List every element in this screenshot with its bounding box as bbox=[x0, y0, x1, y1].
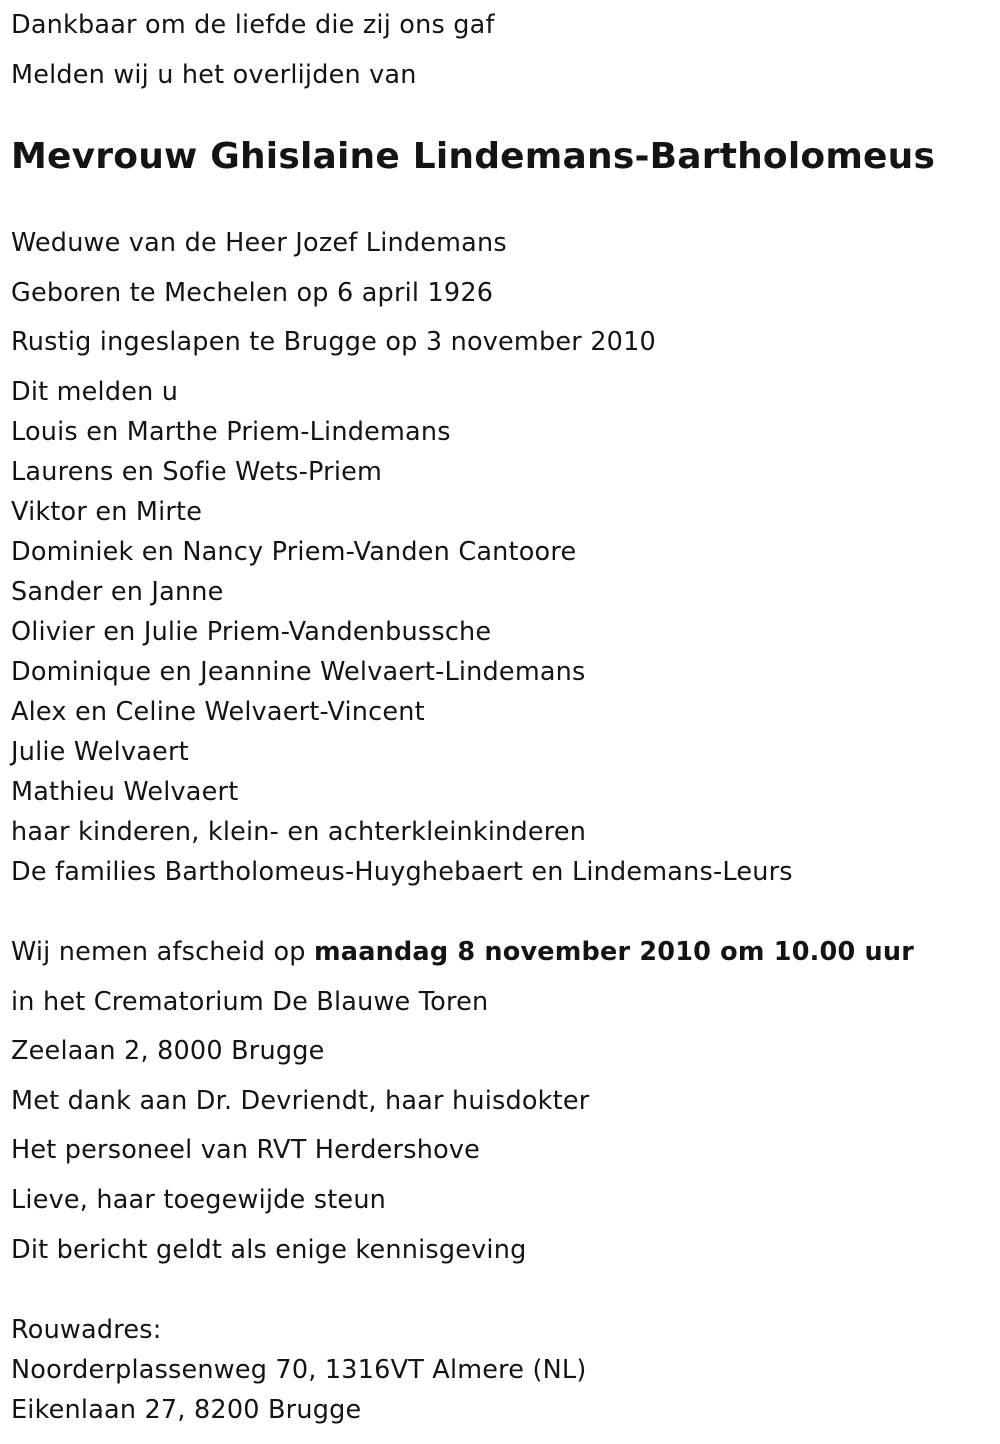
intro-line-2: Melden wij u het overlijden van bbox=[11, 60, 417, 90]
family-member: Sander en Janne bbox=[11, 577, 224, 607]
family-member: De families Bartholomeus-Huyghebaert en Lindemans-Leurs bbox=[11, 857, 793, 887]
death-line: Rustig ingeslapen te Brugge op 3 november 2010 bbox=[11, 327, 656, 357]
deceased-name: Mevrouw Ghislaine Lindemans-Bartholomeus bbox=[11, 136, 936, 177]
birth-line: Geboren te Mechelen op 6 april 1926 bbox=[11, 278, 494, 308]
farewell-address: Zeelaan 2, 8000 Brugge bbox=[11, 1036, 325, 1066]
mourning-address-1: Noorderplassenweg 70, 1316VT Almere (NL) bbox=[11, 1355, 587, 1385]
family-member: Laurens en Sofie Wets-Priem bbox=[11, 457, 383, 487]
family-member: Dominiek en Nancy Priem-Vanden Cantoore bbox=[11, 537, 577, 567]
mourning-address-2: Eikenlaan 27, 8200 Brugge bbox=[11, 1395, 362, 1425]
farewell-line bbox=[11, 937, 914, 967]
widow-of-line: Weduwe van de Heer Jozef Lindemans bbox=[11, 228, 507, 258]
family-member: Alex en Celine Welvaert-Vincent bbox=[11, 697, 425, 727]
family-heading: Dit melden u bbox=[11, 377, 179, 407]
farewell-prefix: Wij nemen afscheid op bbox=[11, 937, 315, 967]
family-member: Julie Welvaert bbox=[11, 737, 189, 767]
family-member: Viktor en Mirte bbox=[11, 497, 203, 527]
family-member: Louis en Marthe Priem-Lindemans bbox=[11, 417, 451, 447]
notice-line: Dit bericht geldt als enige kennisgeving bbox=[11, 1235, 527, 1265]
intro-line-1: Dankbaar om de liefde die zij ons gaf bbox=[11, 10, 495, 40]
family-member: Olivier en Julie Priem-Vandenbussche bbox=[11, 617, 492, 647]
family-member: Dominique en Jeannine Welvaert-Lindemans bbox=[11, 657, 586, 687]
farewell-venue: in het Crematorium De Blauwe Toren bbox=[11, 987, 489, 1017]
thanks-line-3: Lieve, haar toegewijde steun bbox=[11, 1185, 387, 1215]
mourning-address-label: Rouwadres: bbox=[11, 1315, 162, 1345]
family-member: haar kinderen, klein- en achterkleinkinderen bbox=[11, 817, 587, 847]
farewell-date-time: maandag 8 november 2010 om 10.00 uur bbox=[314, 937, 914, 967]
family-member: Mathieu Welvaert bbox=[11, 777, 239, 807]
thanks-line-2: Het personeel van RVT Herdershove bbox=[11, 1135, 481, 1165]
thanks-line-1: Met dank aan Dr. Devriendt, haar huisdokter bbox=[11, 1086, 590, 1116]
